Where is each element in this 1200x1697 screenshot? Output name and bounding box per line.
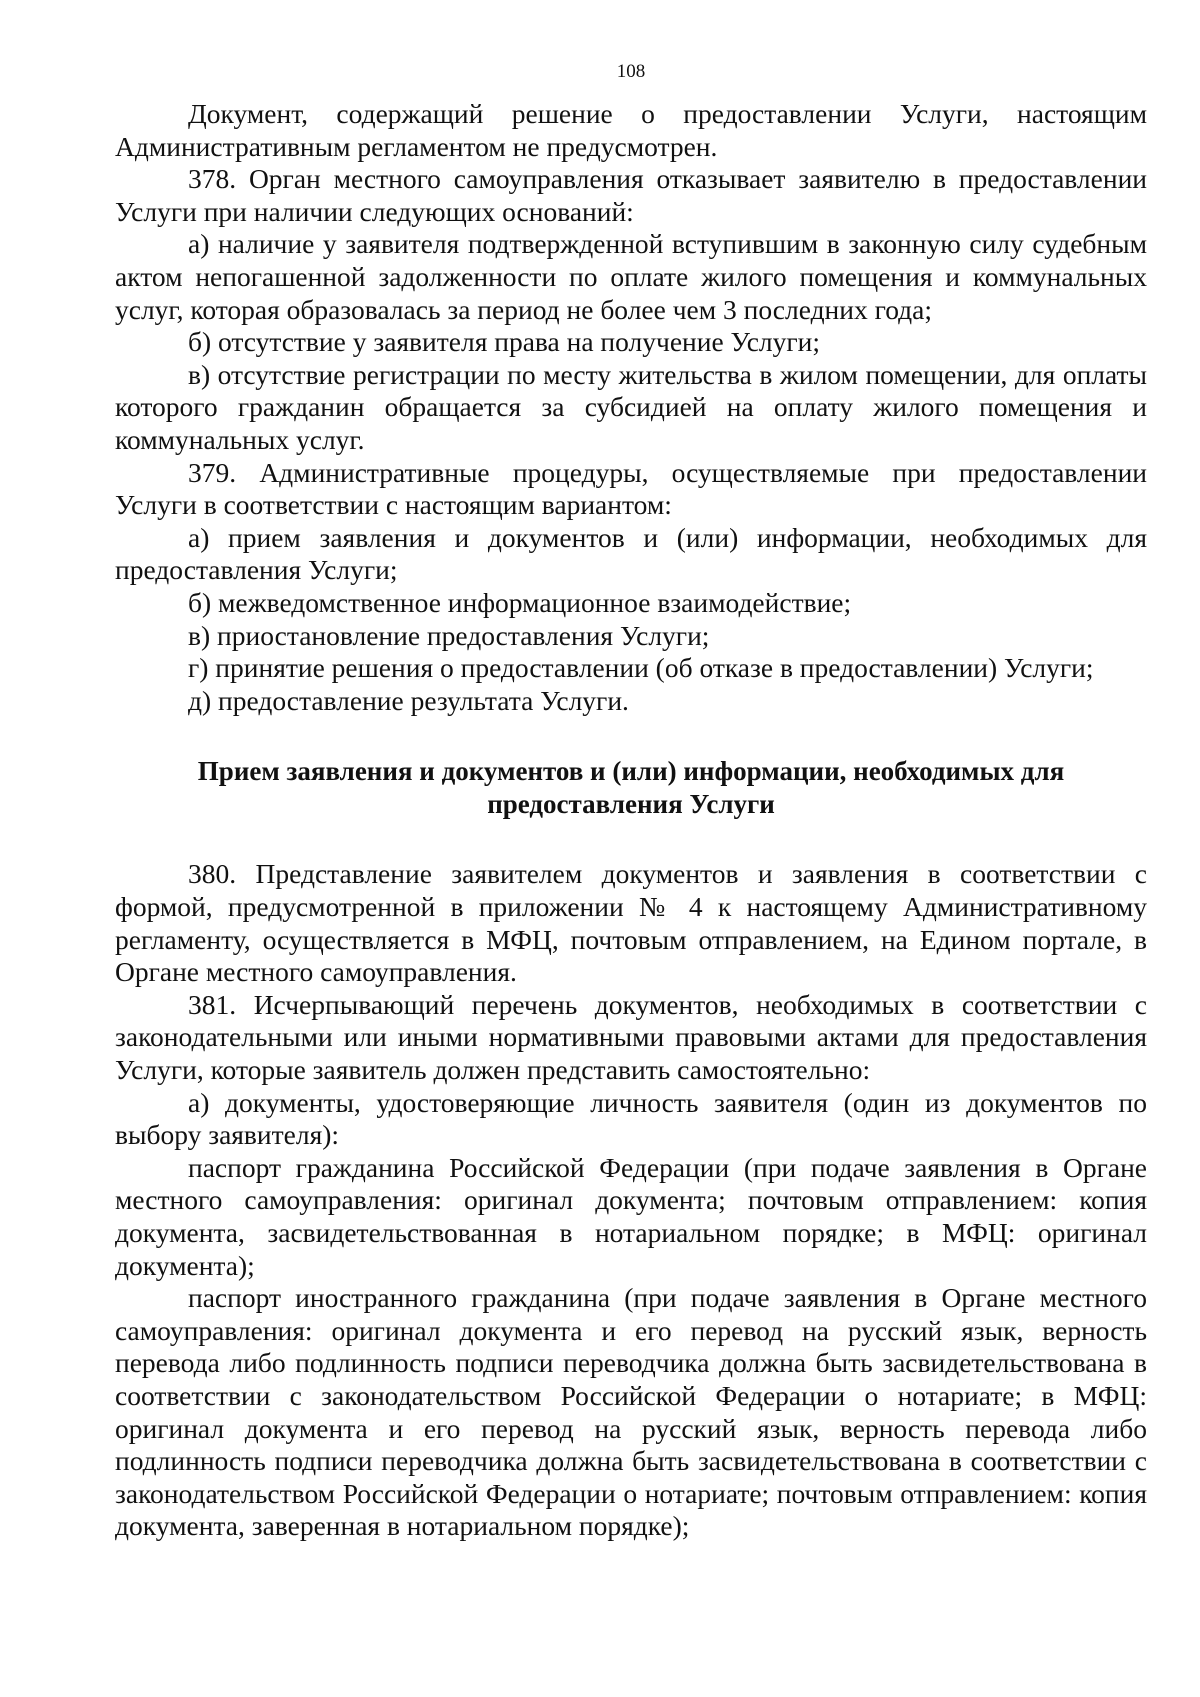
paragraph-379: 379. Административные процедуры, осуществляемые при предоставлении Услуги в соответствии с настоящим вариантом:	[115, 456, 1147, 521]
paragraph-passport-rf: паспорт гражданина Российской Федерации (при подаче заявления в Органе местного самоуправления: оригинал документа; почтовым отправлением: копия документа, засвидетельствованная в нотариальном порядке; в МФЦ: оригинал документа);	[115, 1151, 1147, 1281]
list-item-379-g: г) принятие решения о предоставлении (об отказе в предоставлении) Услуги;	[188, 652, 1094, 684]
paragraph-378: 378. Орган местного самоуправления отказывает заявителю в предоставлении Услуги при наличии следующих оснований:	[115, 163, 1147, 227]
list-item-379-d: д) предоставление результата Услуги.	[188, 684, 629, 716]
list-item-379-a: а) прием заявления и документов и (или) информации, необходимых для предоставления Услуги;	[115, 521, 1147, 586]
list-item-378-b: б) отсутствие у заявителя права на получение Услуги;	[188, 326, 821, 358]
list-item-379-v: в) приостановление предоставления Услуги;	[188, 619, 710, 651]
list-item-378-v: в) отсутствие регистрации по месту жительства в жилом помещении, для оплаты которого гражданин обращается за субсидией на оплату жилого помещения и коммунальных услуг.	[115, 358, 1147, 455]
list-item-381-a: а) документы, удостоверяющие личность заявителя (один из документов по выбору заявителя):	[115, 1086, 1147, 1151]
list-item-378-a: а) наличие у заявителя подтвержденной вступившим в законную силу судебным актом непогашенной задолженности по оплате жилого помещения и коммунальных услуг, которая образовалась за период не более чем 3 последних года;	[115, 228, 1147, 325]
paragraph-381: 381. Исчерпывающий перечень документов, необходимых в соответствии с законодательными или иными нормативными правовыми актами для предоставления Услуги, которые заявитель должен представить самостоятельно:	[115, 988, 1147, 1086]
paragraph-passport-foreign: паспорт иностранного гражданина (при подаче заявления в Органе местного самоуправления: оригинал документа и его перевод на русский язык, верность перевода либо подлинность подписи переводчика должна быть засвидетельствована в соответствии с законодательством Российской Федерации о нотариате; в МФЦ: оригинал документа и его перевод на русский язык, верность перевода либо подлинность подписи переводчика должна быть засвидетельствована в соответствии с законодательством Российской Федерации о нотариате; почтовым отправлением: копия документа, заверенная в нотариальном порядке);	[115, 1282, 1147, 1542]
paragraph-380: 380. Представление заявителем документов и заявления в соответствии с формой, предусмотренной в приложении № 4 к настоящему Административному регламенту, осуществляется в МФЦ, почтовым отправлением, на Едином портале, в Органе местного самоуправления.	[115, 858, 1147, 988]
document-page	[115, 60, 1147, 1543]
page-number: 108	[616, 61, 646, 82]
paragraph: Документ, содержащий решение о предоставлении Услуги, настоящим Административным регламентом не предусмотрен.	[115, 98, 1147, 162]
section-heading: Прием заявления и документов и (или) информации, необходимых для предоставления Услуги	[197, 756, 1065, 819]
list-item-379-b: б) межведомственное информационное взаимодействие;	[188, 586, 852, 618]
